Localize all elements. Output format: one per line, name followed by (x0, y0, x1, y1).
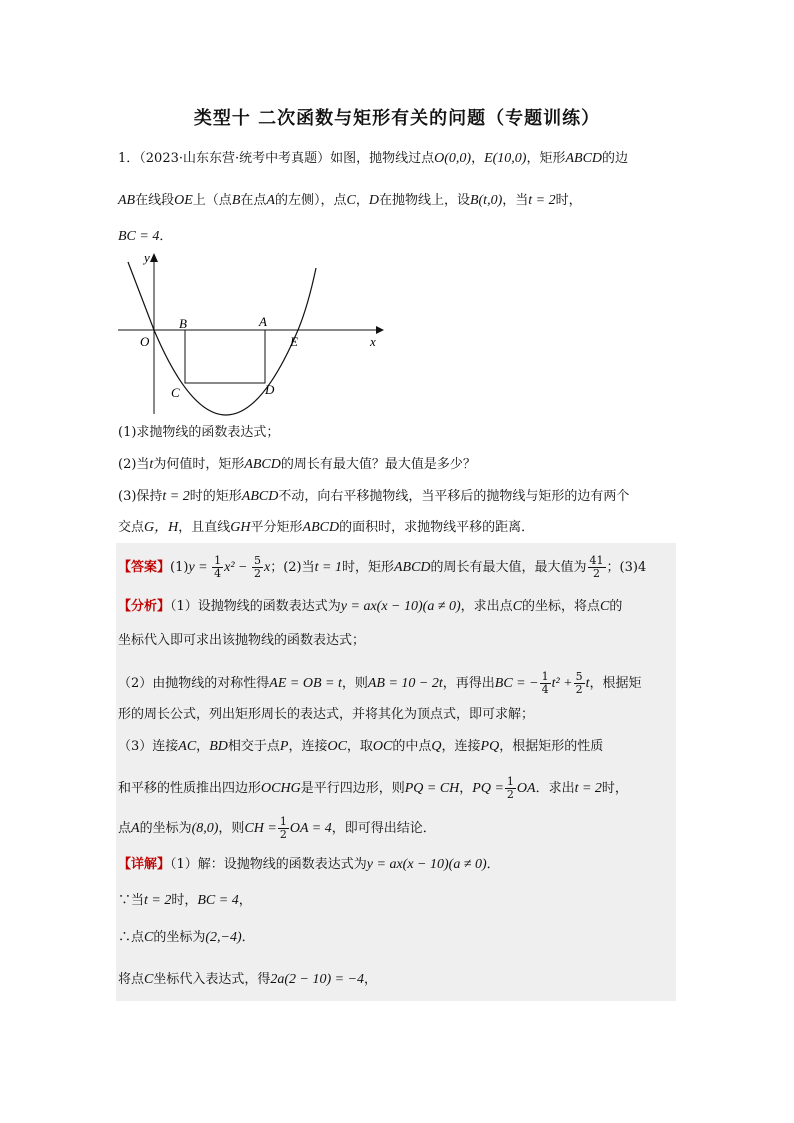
analysis-text: ，即可得出结论． (331, 821, 436, 836)
math-expr: OE (174, 193, 193, 208)
math-expr: P (279, 739, 289, 754)
math-expr: B(t,0) (469, 193, 503, 208)
analysis-text: ， (459, 781, 473, 796)
fraction (212, 555, 223, 580)
answer-line (118, 555, 678, 580)
point-c-label: C (171, 385, 180, 400)
analysis-tag: 【分析】 (118, 599, 171, 614)
detail-line-4 (118, 971, 678, 989)
problem-text: ， (471, 151, 485, 166)
analysis-text: （2）由抛物线的对称性得 (118, 676, 270, 691)
problem-text: 1．（2023·山东东营·统考中考真题）如图，抛物线过点 (118, 151, 435, 166)
math-expr: GH (230, 520, 251, 535)
analysis-text: 相交于点 (227, 739, 280, 754)
math-expr: (2,−4) (205, 930, 242, 945)
point-o-label: O (140, 334, 150, 349)
fraction-denominator: 4 (541, 683, 549, 696)
math-expr: x (263, 560, 271, 575)
y-axis-arrow (150, 253, 158, 262)
math-expr: t = 1 (314, 560, 342, 575)
analysis-text: ，则 (218, 821, 245, 836)
point-a-label: A (259, 314, 267, 329)
fraction-denominator: 4 (214, 567, 222, 580)
question-3-line-1 (118, 488, 678, 506)
fraction-denominator: 2 (506, 788, 514, 801)
detail-text: ∵当 (118, 893, 145, 908)
question-2 (118, 456, 678, 474)
math-expr: A (266, 193, 275, 208)
math-expr: PQ = (472, 781, 504, 796)
problem-text: 上（点 (192, 193, 232, 208)
math-expr: OA = 4 (289, 821, 332, 836)
math-expr: G，H (144, 520, 179, 535)
math-expr: ABCD (244, 457, 281, 472)
analysis-text: ，取 (346, 739, 373, 754)
problem-line-1 (118, 150, 678, 168)
detail-text: 的坐标为 (153, 930, 206, 945)
detail-text: ， (364, 972, 378, 987)
math-expr: ABCD (241, 489, 279, 504)
parabola-figure (118, 248, 388, 420)
detail-text: 将点 (118, 972, 145, 987)
math-expr: OC (327, 739, 347, 754)
question-1 (118, 424, 678, 442)
math-expr: CH = (244, 821, 277, 836)
parabola-curve (128, 262, 316, 415)
math-expr: t (149, 457, 154, 472)
analysis-text: 的坐标，将点 (522, 599, 601, 614)
fraction-numerator: 1 (214, 554, 222, 567)
math-expr: B (231, 193, 241, 208)
fraction-denominator: 2 (279, 828, 287, 841)
analysis-text: ，连接 (288, 739, 328, 754)
math-expr: x² − (224, 560, 251, 575)
math-expr: t (585, 676, 590, 691)
fraction (588, 555, 606, 580)
answer-text: ；(2)当 (270, 560, 315, 575)
fraction-denominator: 2 (253, 567, 261, 580)
question-text: 平分矩形 (250, 520, 303, 535)
analysis-line-6 (118, 776, 678, 801)
analysis-line-5 (118, 738, 678, 756)
math-expr: Q (431, 739, 442, 754)
point-e-label: E (290, 334, 298, 349)
analysis-text: （3）连接 (118, 739, 179, 754)
detail-line-1 (118, 856, 678, 874)
analysis-text: 的中点 (392, 739, 432, 754)
problem-text: 的左侧），点 (274, 193, 347, 208)
math-expr: t = 2 (162, 489, 190, 504)
math-expr: y = ax(x − 10)(a ≠ 0) (340, 599, 461, 614)
math-expr: AE = OB = t (269, 676, 342, 691)
math-expr: ABCD (393, 560, 431, 575)
math-expr: 2a(2 − 10) = −4 (270, 972, 365, 987)
analysis-text: 坐标代入即可求出该抛物线的函数表达式； (118, 633, 366, 648)
math-expr: BC = − (494, 676, 539, 691)
fraction (574, 671, 585, 696)
analysis-text: ，连接 (441, 739, 481, 754)
fraction-numerator: 41 (589, 554, 604, 567)
analysis-text: ，再得出 (442, 676, 495, 691)
problem-text: ，当 (502, 193, 529, 208)
fraction (278, 816, 289, 841)
question-text: 为何值时，矩形 (153, 457, 245, 472)
detail-text: ． (486, 857, 500, 872)
x-axis-arrow (376, 326, 384, 334)
answer-text: 时，矩形 (341, 560, 394, 575)
question-text: ，且直线 (178, 520, 231, 535)
math-expr: PQ = CH (404, 781, 460, 796)
y-label: y (144, 250, 150, 265)
analysis-line-7 (118, 816, 678, 841)
math-expr: OCHG (261, 781, 301, 796)
analysis-line-1 (118, 598, 678, 616)
math-expr: ABCD (565, 151, 603, 166)
fraction (252, 555, 263, 580)
question-text: 不动，向右平移抛物线，当平移后的抛物线与矩形的边有两个 (278, 489, 630, 504)
detail-line-3 (118, 929, 678, 947)
analysis-line-2 (118, 632, 678, 650)
math-expr: OA (516, 781, 536, 796)
math-expr: C (512, 599, 523, 614)
question-text: 的周长有最大值？最大值是多少？ (280, 457, 476, 472)
math-expr: C (144, 972, 154, 987)
math-expr: y = ax(x − 10)(a ≠ 0) (366, 857, 487, 872)
math-expr: C (346, 193, 356, 208)
fraction-numerator: 5 (253, 554, 261, 567)
detail-line-2 (118, 892, 678, 910)
question-3-line-2 (118, 519, 678, 537)
problem-text: ， (355, 193, 369, 208)
point-d-label: D (265, 382, 275, 397)
question-text: (2)当 (118, 457, 150, 472)
page-title: 类型十 二次函数与矩形有关的问题（专题训练） (193, 108, 601, 129)
problem-text: 在点 (240, 193, 267, 208)
math-expr: O(0,0) (434, 151, 472, 166)
math-expr: BC = 4 (197, 893, 239, 908)
math-expr: AB = 10 − 2t (367, 676, 443, 691)
answer-tag: 【答案】 (118, 560, 171, 575)
question-text: (3)保持 (118, 489, 163, 504)
fraction-numerator: 1 (541, 670, 549, 683)
math-expr: t² + (551, 676, 573, 691)
analysis-text: 的坐标为 (139, 821, 192, 836)
detail-text: ． (241, 930, 255, 945)
math-expr: t = 2 (574, 781, 602, 796)
math-expr: AC (178, 739, 197, 754)
problem-text: 时， (555, 193, 582, 208)
answer-text: (1) (170, 560, 189, 575)
problem-text: 在线段 (135, 193, 175, 208)
math-expr: OC (372, 739, 393, 754)
math-expr: D (368, 193, 379, 208)
math-expr: AB (118, 193, 136, 208)
math-expr: t = 2 (528, 193, 556, 208)
problem-line-3 (118, 228, 678, 246)
fraction-denominator: 2 (575, 683, 583, 696)
analysis-text: ，根据矩形的性质 (499, 739, 604, 754)
problem-text: 在抛物线上，设 (378, 193, 470, 208)
analysis-text: 点 (118, 821, 132, 836)
fraction-numerator: 1 (506, 775, 514, 788)
detail-text: 时， (171, 893, 198, 908)
analysis-line-3 (118, 671, 678, 696)
math-expr: E(10,0) (484, 151, 527, 166)
rectangle-abcd (185, 330, 265, 383)
math-expr: t = 2 (144, 893, 172, 908)
fraction-denominator: 2 (593, 567, 601, 580)
question-text: 时的矩形 (189, 489, 242, 504)
math-expr: A (131, 821, 140, 836)
math-expr: PQ (480, 739, 500, 754)
problem-text: ，矩形 (526, 151, 566, 166)
fraction (505, 776, 516, 801)
question-text: 的面积时，求抛物线平移的距离． (339, 520, 535, 535)
analysis-text: ．求出 (535, 781, 575, 796)
analysis-text: ，则 (341, 676, 368, 691)
detail-text: （1）解：设抛物线的函数表达式为 (170, 857, 367, 872)
analysis-text: 和平移的性质推出四边形 (118, 781, 262, 796)
question-text: 交点 (118, 520, 145, 535)
analysis-text: 是平行四边形，则 (300, 781, 405, 796)
fraction (540, 671, 551, 696)
math-expr: (8,0) (191, 821, 219, 836)
analysis-line-4 (118, 706, 678, 724)
answer-text: 的周长有最大值，最大值为 (430, 560, 587, 575)
math-expr: BD (209, 739, 228, 754)
x-label: x (370, 334, 376, 349)
analysis-text: 时， (601, 781, 628, 796)
problem-text: ． (159, 229, 173, 244)
analysis-text: 形的周长公式，列出矩形周长的表达式，并将其化为顶点式，即可求解； (118, 707, 535, 722)
fraction-numerator: 1 (279, 815, 287, 828)
math-expr: y = (188, 560, 212, 575)
point-b-label: B (179, 316, 187, 331)
analysis-text: 的 (609, 599, 623, 614)
question-text: (1)求抛物线的函数表达式； (118, 425, 280, 440)
problem-text: 的边 (602, 151, 629, 166)
answer-text: ；(3)4 (606, 560, 647, 575)
problem-line-2 (118, 192, 678, 210)
math-expr: C (600, 599, 610, 614)
detail-text: ∴点 (118, 930, 145, 945)
fraction-numerator: 5 (575, 670, 583, 683)
analysis-text: （1）设抛物线的函数表达式为 (170, 599, 341, 614)
detail-text: 坐标代入表达式，得 (153, 972, 271, 987)
detail-tag: 【详解】 (118, 857, 171, 872)
math-expr: BC = 4 (118, 229, 160, 244)
analysis-text: ， (196, 739, 210, 754)
detail-text: ， (238, 893, 252, 908)
analysis-text: ，根据矩 (589, 676, 642, 691)
math-expr: C (144, 930, 154, 945)
analysis-text: ，求出点 (460, 599, 513, 614)
math-expr: ABCD (302, 520, 340, 535)
